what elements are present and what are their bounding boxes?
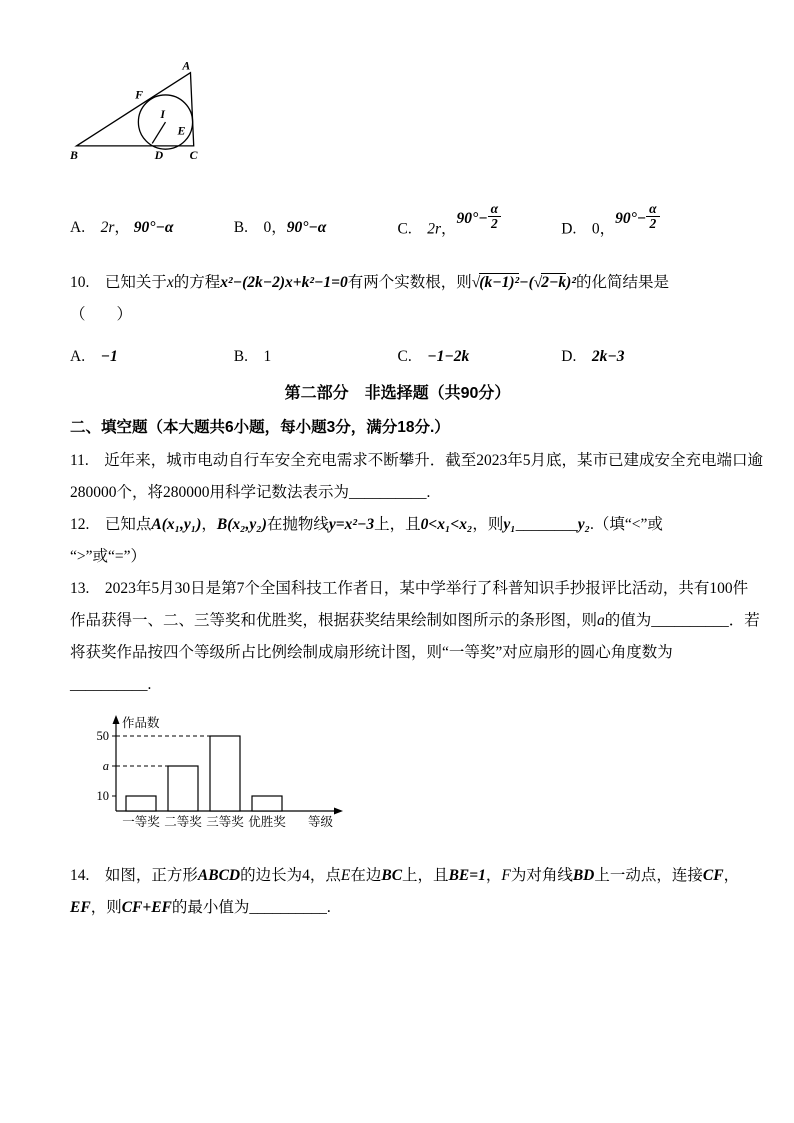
text-segment: C.	[397, 220, 428, 238]
text-segment: 上，且	[374, 516, 421, 534]
text-segment: ，	[441, 220, 457, 238]
text-segment: x²−(2k−2)x+k²−1=0	[220, 274, 348, 292]
text-segment: E	[340, 867, 351, 885]
text-segment: 2r	[427, 220, 442, 238]
text-segment: .（填“<”或	[590, 516, 663, 534]
triangle-outline	[77, 73, 194, 146]
text-segment: −1	[100, 348, 118, 366]
text-segment: )²	[566, 274, 576, 292]
text-segment: CF	[702, 867, 724, 885]
text-segment: √	[533, 274, 543, 292]
category-label: 二等奖	[164, 815, 202, 830]
text-segment: −(	[519, 274, 534, 292]
text-segment: A.	[70, 219, 101, 236]
text-segment: 的值为__________．若	[604, 612, 760, 630]
bar-chart-figure	[80, 707, 725, 840]
text-segment: D. 0，	[561, 220, 616, 238]
point-label-E: E	[177, 123, 186, 138]
text-segment: 2r	[100, 219, 115, 236]
text-segment: 的化简结果是	[575, 274, 669, 292]
text-segment: −1−2k	[427, 348, 470, 366]
q14-line2	[70, 892, 725, 924]
fraction	[646, 202, 659, 231]
q12-line1	[70, 509, 725, 541]
text-segment: F	[501, 867, 511, 885]
vertex-label-A: A	[182, 58, 191, 73]
text-segment: 的方程	[173, 274, 221, 292]
text-segment: 上，且	[402, 867, 449, 885]
y-axis-title: 作品数	[122, 716, 160, 731]
text-segment: 14. 如图，正方形	[70, 867, 198, 885]
text-segment: B(x₂,y₂)	[216, 516, 267, 534]
text-segment: ，	[201, 516, 217, 534]
incenter-label-I: I	[160, 107, 165, 122]
radius-segment	[152, 122, 165, 143]
bar	[168, 766, 198, 811]
text-segment: C.	[397, 348, 428, 366]
text-segment: CF+EF	[121, 899, 172, 917]
text-segment: √	[471, 274, 481, 292]
q11-line2: 280000个，将280000用科学记数法表示为__________.	[70, 484, 431, 502]
q9-choice-a	[70, 212, 234, 245]
bar	[210, 736, 240, 811]
text-segment: 2−k	[541, 274, 567, 292]
q13-line4: __________.	[70, 676, 152, 694]
text-segment: 的最小值为__________.	[171, 899, 331, 917]
q9-choice-c	[397, 201, 562, 245]
text-segment: 的边长为4，点	[240, 867, 341, 885]
q14-line1	[70, 860, 740, 892]
section2-heading: 第二部分 非选择题（共90分）	[284, 385, 511, 403]
fraction-numerator: α	[646, 202, 659, 217]
text-segment: ________	[515, 516, 578, 534]
bar	[126, 796, 156, 811]
text-segment: B. 1	[233, 348, 272, 366]
x-axis-title: 等级	[308, 815, 334, 830]
text-segment: 90°−α	[286, 219, 327, 236]
text-segment: A(x₁,y₁)	[151, 516, 202, 534]
text-segment: y₂	[577, 516, 591, 534]
text-segment: A.	[70, 348, 101, 366]
q9-choice-d	[561, 201, 725, 245]
text-segment: ，	[485, 867, 502, 885]
vertex-label-B: B	[70, 147, 78, 162]
text-segment: ，	[114, 219, 134, 236]
fraction-denominator: 2	[490, 216, 498, 232]
y-tick-label: 50	[96, 729, 109, 744]
q9-choices-row	[70, 201, 725, 245]
q13-line1: 13. 2023年5月30日是第7个全国科技工作者日，某中学举行了科普知识手抄报评比活动，共有100件	[70, 580, 749, 598]
q10-choice-a	[70, 341, 234, 373]
category-label: 三等奖	[206, 815, 244, 830]
fraction-numerator: α	[488, 202, 501, 217]
category-label: 优胜奖	[248, 815, 286, 830]
text-segment: 为对角线	[510, 867, 573, 885]
q9-choice-b	[234, 212, 398, 245]
text-segment: 在抛物线	[266, 516, 329, 534]
y-tick-label: a	[102, 759, 109, 774]
q13-line3: 将获奖作品按四个等级所占比例绘制成扇形统计图，则“一等奖”对应扇形的圆心角度数为	[70, 644, 673, 662]
text-segment: EF	[70, 899, 91, 917]
q10-choices-row	[70, 339, 725, 373]
y-tick-label: 10	[96, 789, 109, 804]
q10-line1	[70, 267, 725, 299]
vertex-label-C: C	[189, 147, 198, 162]
q12-line2: “>”或“=”）	[70, 548, 147, 566]
triangle-incircle-figure	[70, 58, 725, 166]
text-segment: D.	[561, 348, 592, 366]
text-segment: ABCD	[197, 867, 241, 885]
fraction	[488, 202, 501, 231]
text-segment: 90°−	[615, 210, 647, 228]
text-segment: BC	[381, 867, 403, 885]
fill-in-section-heading: 二、填空题（本大题共6小题，每小题3分，满分18分.）	[70, 419, 450, 437]
text-segment: 12. 已知点	[70, 516, 152, 534]
text-segment: ，	[723, 867, 740, 885]
text-segment: 作品获得一、二、三等奖和优胜奖，根据获奖结果绘制如图所示的条形图，则	[70, 612, 598, 630]
triangle-incircle-svg	[70, 58, 245, 164]
text-segment: 10. 已知关于	[70, 274, 167, 292]
q13-line2	[70, 605, 760, 637]
q10-choice-b	[234, 341, 398, 373]
q10-choice-c	[398, 341, 562, 373]
text-segment: (k−1)²	[479, 274, 520, 292]
text-segment: y=x²−3	[328, 516, 375, 534]
category-label: 一等奖	[122, 815, 160, 830]
q10-line2: （ ）	[70, 306, 133, 324]
text-segment: 90°−	[456, 210, 488, 228]
bar	[252, 796, 282, 811]
text-segment: B. 0，	[233, 219, 287, 236]
text-segment: x	[166, 274, 174, 292]
text-segment: y₁	[503, 516, 516, 534]
text-segment: ，则	[90, 899, 122, 917]
point-label-F: F	[135, 87, 143, 102]
text-segment: 90°−α	[133, 219, 174, 236]
bar-chart	[80, 707, 350, 835]
text-segment: 2k−3	[591, 348, 625, 366]
fraction-denominator: 2	[649, 216, 657, 232]
q10-choice-d	[561, 341, 725, 373]
text-segment: BE=1	[448, 867, 486, 885]
text-segment: 0<x₁<x₂	[420, 516, 473, 534]
text-segment: BD	[572, 867, 595, 885]
y-axis-arrow	[113, 715, 120, 724]
text-segment: a	[597, 612, 605, 630]
x-axis-arrow	[334, 808, 343, 815]
point-label-D: D	[154, 147, 164, 162]
text-segment: 上一动点，连接	[594, 867, 703, 885]
q11-line1: 11. 近年来，城市电动自行车安全充电需求不断攀升．截至2023年5月底，某市已建成安全充电端口逾	[70, 452, 764, 470]
text-segment: 有两个实数根，则	[347, 274, 472, 292]
text-segment: ，则	[472, 516, 504, 534]
text-segment: 在边	[350, 867, 382, 885]
